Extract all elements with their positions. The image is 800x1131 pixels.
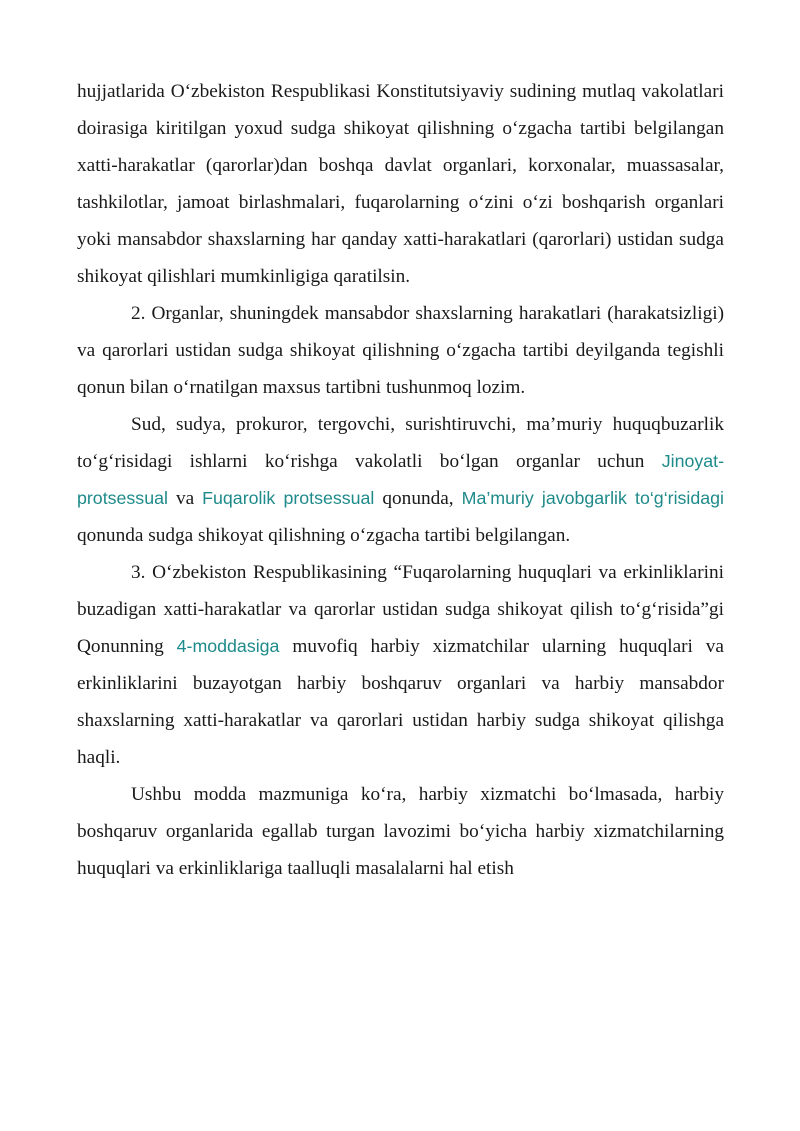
paragraph-2 <box>77 295 724 406</box>
paragraph-4 <box>77 554 724 776</box>
paragraph-5 <box>77 776 724 887</box>
document-page <box>77 73 724 887</box>
paragraph-3-text-a: Sud, sudya, prokuror, tergovchi, surishtiruvchi, ma’muriy huquqbuzarlik to‘g‘risidagi ishlarni ko‘rishga vakolatli bo‘lgan organlar uchun <box>77 414 724 472</box>
fuqarolik-protsessual-link[interactable]: Fuqarolik protsessual <box>202 488 375 508</box>
paragraph-1-text: hujjatlarida O‘zbekiston Respublikasi Konstitutsiyaviy sudining mutlaq vakolatlari doirasiga kiritilgan yoxud sudga shikoyat qilishning o‘zgacha tartibi belgilangan xatti-harakatlar (qarorlar)dan boshqa davlat organlari, korxonalar, muassasalar, tashkilotlar, jamoat birlashmalari, fuqarolarning o‘zini o‘zi boshqarish organlari yoki mansabdor shaxslarning har qanday xatti-harakatlari (qarorlari) ustidan sudga shikoyat qilishlari mumkinligiga qaratilsin. <box>77 81 724 287</box>
paragraph-3-text-b: va <box>167 488 203 509</box>
jinoyat-protsessual-link[interactable]: Jinoyat-protsessual <box>77 451 724 508</box>
paragraph-3 <box>77 406 724 554</box>
moddasiga-4-link[interactable]: 4-moddasiga <box>176 636 280 656</box>
paragraph-4-text-a: 3. O‘zbekiston Respublikasining “Fuqarolarning huquqlari va erkinliklarini buzadigan xatti-harakatlar va qarorlar ustidan sudga shikoyat qilish to‘g‘risida”gi Qonunning <box>77 562 724 657</box>
paragraph-2-text: 2. Organlar, shuningdek mansabdor shaxslarning harakatlari (harakatsizligi) va qarorlari ustidan sudga shikoyat qilishning o‘zgacha tartibi deyilganda tegishli qonun bilan o‘rnatilgan maxsus tartibni tushunmoq lozim. <box>77 303 724 398</box>
paragraph-1 <box>77 73 724 295</box>
mamuriy-javobgarlik-link[interactable]: Ma’muriy javobgarlik to‘g‘risidagi <box>461 488 724 508</box>
paragraph-5-text: Ushbu modda mazmuniga ko‘ra, harbiy xizmatchi bo‘lmasada, harbiy boshqaruv organlarida egallab turgan lavozimi bo‘yicha harbiy xizmatchilarning huquqlari va erkinliklariga taalluqli masalalarni hal etish <box>77 784 724 879</box>
paragraph-3-text-c: qonunda, <box>374 488 462 509</box>
paragraph-4-text-b: muvofiq harbiy xizmatchilar ularning huquqlari va erkinliklarini buzayotgan harbiy boshqaruv organlari va harbiy mansabdor shaxslarning xatti-harakatlar va qarorlari ustidan harbiy sudga shikoyat qilishga haqli. <box>77 636 724 768</box>
paragraph-3-text-d: qonunda sudga shikoyat qilishning o‘zgacha tartibi belgilangan. <box>77 525 571 546</box>
